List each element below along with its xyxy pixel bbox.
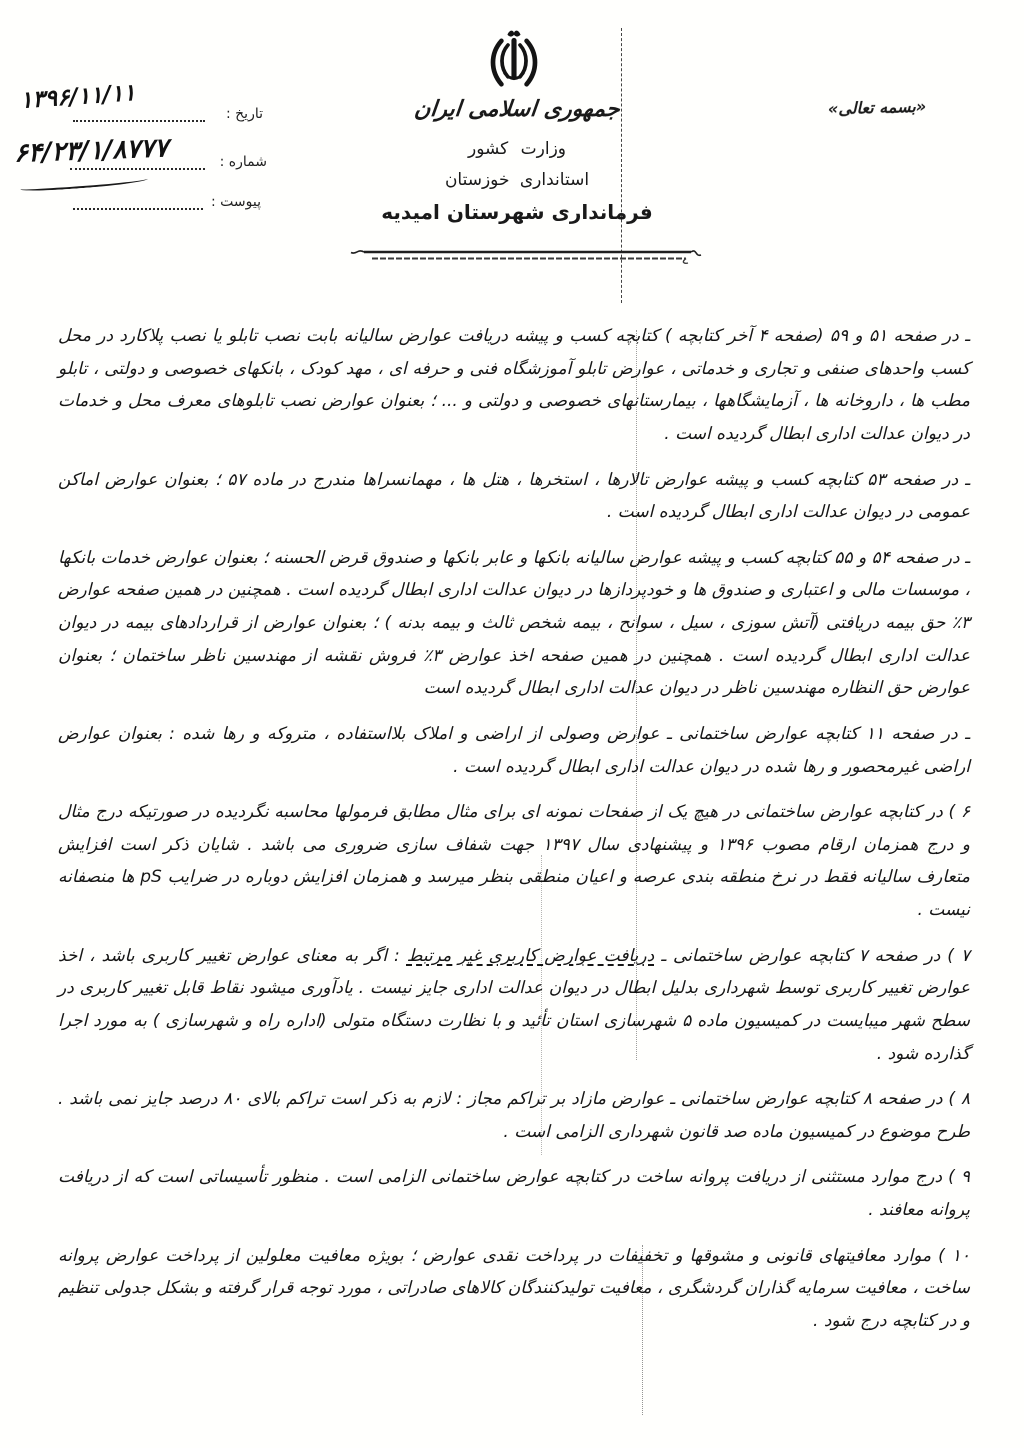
bismillah-note: «بسمه تعالی» [827, 96, 927, 119]
paragraph-text: ۷ ) در صفحه ۷ کتابچه عوارض ساختمانی ـ [654, 945, 971, 966]
paragraph-text: ـ در صفحه ۱۱ کتابچه عوارض ساختمانی ـ عوارض وصولی از اراضی و املاک بلااستفاده ، متروکه و رها شده : بعنوان عوارض اراضی غیرمحصور و رها شده در دیوان عدالت اداری ابطال گردیده است . [58, 723, 970, 777]
paragraph-text: ـ در صفحه ۵۳ کتابچه کسب و پیشه عوارض تالارها ، استخرها ، هتل ها ، مهمانسراها مندرج در ماده ۵۷ ؛ بعنوان عوارض اماکن عمومی در دیوان عدالت اداری ابطال گردیده است . [58, 469, 970, 523]
attachment-label: پیوست : [211, 194, 261, 210]
paragraph-text: ۸ ) در صفحه ۸ کتابچه عوارض ساختمانی ـ عوارض مازاد بر تراکم مجاز : لازم به ذکر است تراکم بالای ۸۰ درصد جایز نمی باشد . طرح موضوع در کمیسیون ماده صد قانون شهرداری الزامی است . [58, 1089, 970, 1142]
paragraph-text: ۹ ) درج موارد مستثنی از دریافت پروانه ساخت در کتابچه عوارض ساختمانی الزامی است . منظور تأسیساتی است که از دریافت پروانه معافند . [58, 1167, 970, 1220]
letterhead [352, 97, 682, 224]
date-label: تاریخ : [225, 106, 263, 122]
body-paragraph [58, 1161, 970, 1226]
paragraph-text: ۱۰ ) موارد معافیتهای قانونی و مشوقها و تخفیفات در پرداخت نقدی عوارض ؛ بویژه معافیت معلولین از پرداخت عوارض پروانه ساخت ، معافیت سرمایه گذاران گردشگری ، معافیت تولیدکنندگان کالاهای صادراتی ، مورد توجه قرار گرفته و بشکل جدولی تنظیم و در کتابچه درج شود . [58, 1245, 970, 1331]
governorate-title: استانداری خوزستان [444, 170, 590, 190]
body-paragraph [58, 1240, 970, 1338]
number-label: شماره : [219, 154, 267, 170]
underlined-phrase: دریافت عوارض کاربری غیر مرتبط [406, 945, 655, 966]
letter-meta [12, 79, 277, 232]
letter-body [58, 320, 970, 1351]
attachment-dotted-line [73, 208, 203, 210]
paragraph-text: : اگر به معنای عوارض تغییر کاربری باشد ، اخذ عوارض تغییر کاربری توسط شهرداری بدلیل ابطال در دیوان عدالت اداری جایز نیست . یادآوری میشود نقاط قابل تغییر کاربری در سطح شهر میبایست در کمیسیون ماده ۵ شهرسازی استان تأئید و با نظارت دستگاه متولی (اداره راه و شهرسازی ) به مورد اجرا گذارده شود . [58, 945, 970, 1064]
county-title: فرمانداری شهرستان امیدیه [381, 200, 653, 224]
paragraph-text: ۶ ) در کتابچه عوارض ساختمانی در هیچ یک از صفحات نمونه ای برای مثال مطابق فرمولها محاسبه نگردیده در صورتیکه درج مثال و درج همزمان ارقام مصوب ۱۳۹۶ و پیشنهادی سال ۱۳۹۷ جهت شفاف سازی ضروری می باشد . شایان ذکر است افزایش متعارف سالیانه فقط در نرخ منطقه بندی عرصه و اعیان منطقی بنظر میرسد و همزمان افزایش دوباره در ضرایب pS ها منصفانه نیست . [58, 802, 971, 920]
body-paragraph [58, 718, 970, 783]
paragraph-text: ـ در صفحه ۵۱ و ۵۹ (صفحه ۴ آخر کتابچه ) کتابچه کسب و پیشه دریافت عوارض سالیانه بابت نصب تابلو یا نصب پلاکارد در محل کسب واحدهای صنفی و تجاری و خدماتی ، عوارض تابلو آموزشگاه فنی و حرفه ای ، مهد کودک ، بانکهای خصوصی و دولتی ، تابلو مطب ها ، داروخانه ها ، آزمایشگاهها ، بیمارستانهای خصوصی و دولتی و ... ؛ بعنوان عوارض نصب تابلوهای معرف محل و خدمات در دیوان عدالت اداری ابطال گردیده است . [58, 326, 970, 444]
number-dotted-line [70, 168, 205, 170]
date-value: ۱۳۹۶/۱۱/۱۱ [19, 79, 137, 115]
number-value: ۶۴/۲۳/۱/۸۷۷۷ [13, 133, 169, 169]
body-paragraph [58, 542, 970, 705]
body-paragraph [58, 320, 970, 451]
ornamental-divider [350, 246, 704, 270]
republic-title: جمهوری اسلامی ایران [412, 97, 622, 122]
iran-emblem-icon [486, 27, 542, 97]
number-underline-flourish [20, 176, 148, 193]
body-paragraph [58, 464, 970, 529]
body-paragraph [58, 940, 970, 1071]
date-dotted-line [73, 120, 205, 122]
ministry-title: وزارت کشور [467, 139, 566, 159]
body-paragraph [58, 1083, 970, 1148]
paragraph-text: ـ در صفحه ۵۴ و ۵۵ کتابچه کسب و پیشه عوارض سالیانه بانکها و عابر بانکها و صندوق قرض الحسنه ؛ بعنوان عوارض خدمات بانکها ، موسسات مالی و اعتباری و صندوق ها و خودپردازها در دیوان عدالت اداری ابطال گردیده است . همچنین در همین صفحه عوارض ۳٪ حق بیمه دریافتی (آتش سوزی ، سیل ، سوانح ، بیمه شخص ثالث و بیمه بدنه ) ؛ بعنوان عوارض از قراردادهای بیمه در دیوان عدالت اداری ابطال گردیده است . همچنین در همین صفحه اخذ عوارض ۳٪ فروش نقشه از مهندسین ناظر ساختمان ؛ بعنوان عوارض حق النظاره مهندسین ناظر در دیوان عدالت اداری ابطال گردیده است [58, 547, 970, 699]
body-paragraph [58, 796, 970, 927]
